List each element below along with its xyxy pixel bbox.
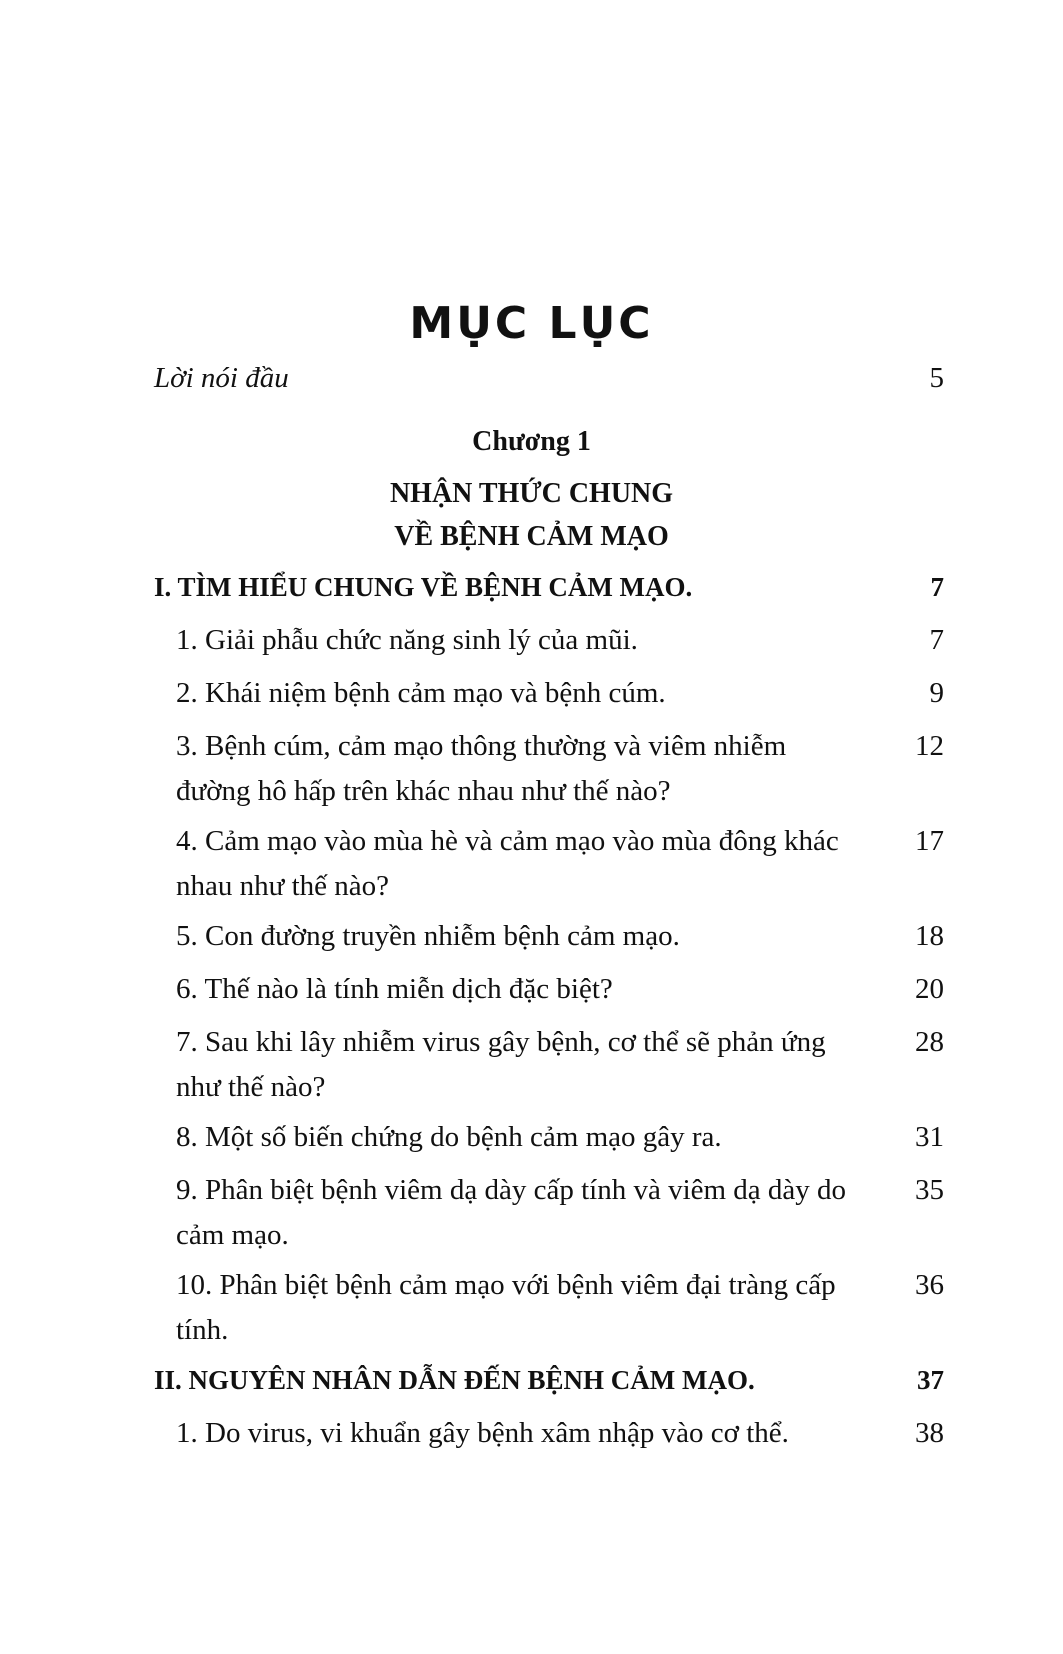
toc-entry-label: 9. Phân biệt bệnh viêm dạ dày cấp tính và viêm dạ dày do cảm mạo. — [176, 1174, 847, 1251]
toc-entry-label: 3. Bệnh cúm, cảm mạo thông thường và viêm nhiễm đường hô hấp trên khác nhau như thế nào? — [176, 730, 787, 807]
toc-entry-label: 7. Sau khi lây nhiễm virus gây bệnh, cơ thể sẽ phản ứng như thế nào? — [176, 1026, 826, 1103]
toc-entry — [176, 914, 944, 959]
toc-entry-label: 2. Khái niệm bệnh cảm mạo và bệnh cúm. — [176, 677, 666, 709]
chapter-heading-line1: NHẬN THỨC CHUNG — [389, 478, 674, 509]
toc-entry-page: 36 — [915, 1269, 944, 1301]
toc-entry-label: 10. Phân biệt bệnh cảm mạo với bệnh viêm đại tràng cấp tính. — [176, 1269, 836, 1346]
toc-entry — [176, 724, 944, 814]
toc-entry-page: 18 — [915, 920, 944, 952]
toc-entry-page: 28 — [915, 1026, 944, 1058]
toc-section-label: II. NGUYÊN NHÂN DẪN ĐẾN BỆNH CẢM MẠO. — [154, 1365, 755, 1395]
toc-entry-label: 1. Do virus, vi khuẩn gây bệnh xâm nhập vào cơ thể. — [176, 1417, 789, 1449]
toc-entry-page: 31 — [915, 1121, 944, 1153]
toc-entry-page: 38 — [915, 1417, 944, 1449]
toc-entry-label: Lời nói đầu — [154, 362, 289, 394]
toc-section-2 — [154, 1358, 944, 1403]
toc-entry-page: 7 — [929, 624, 944, 656]
page-title: MỤC LỤC — [409, 298, 654, 349]
toc-entry-preface — [154, 356, 944, 401]
toc-entry-label: 5. Con đường truyền nhiễm bệnh cảm mạo. — [176, 920, 680, 952]
toc-entry — [176, 1020, 944, 1110]
toc-entry — [176, 618, 944, 663]
toc-entry — [176, 1168, 944, 1258]
toc-section-1 — [154, 565, 944, 610]
toc-entry — [176, 1115, 944, 1160]
toc-entry-page: 12 — [915, 730, 944, 762]
toc-section-label: I. TÌM HIỂU CHUNG VỀ BỆNH CẢM MẠO. — [154, 572, 693, 602]
toc-entry-page: 5 — [929, 362, 944, 394]
chapter-heading-line2: VỀ BỆNH CẢM MẠO — [394, 521, 669, 552]
toc-entry-label: 1. Giải phẫu chức năng sinh lý của mũi. — [176, 624, 638, 656]
toc-entry — [176, 671, 944, 716]
toc-section-page: 7 — [930, 572, 944, 602]
toc-entry — [176, 1411, 944, 1456]
toc-entry-page: 35 — [915, 1174, 944, 1206]
toc-entry-page: 17 — [915, 825, 944, 857]
toc-entry — [176, 967, 944, 1012]
toc-entry-label: 6. Thế nào là tính miễn dịch đặc biệt? — [176, 973, 613, 1005]
toc-entry — [176, 819, 944, 909]
toc-entry-page: 20 — [915, 973, 944, 1005]
toc-entry-page: 9 — [929, 677, 944, 709]
toc-entry-label: 8. Một số biến chứng do bệnh cảm mạo gây ra. — [176, 1121, 722, 1153]
toc-section-page: 37 — [917, 1365, 944, 1395]
chapter-label: Chương 1 — [472, 426, 591, 457]
toc-entry — [176, 1263, 944, 1353]
toc-entry-label: 4. Cảm mạo vào mùa hè và cảm mạo vào mùa đông khác nhau như thế nào? — [176, 825, 839, 902]
